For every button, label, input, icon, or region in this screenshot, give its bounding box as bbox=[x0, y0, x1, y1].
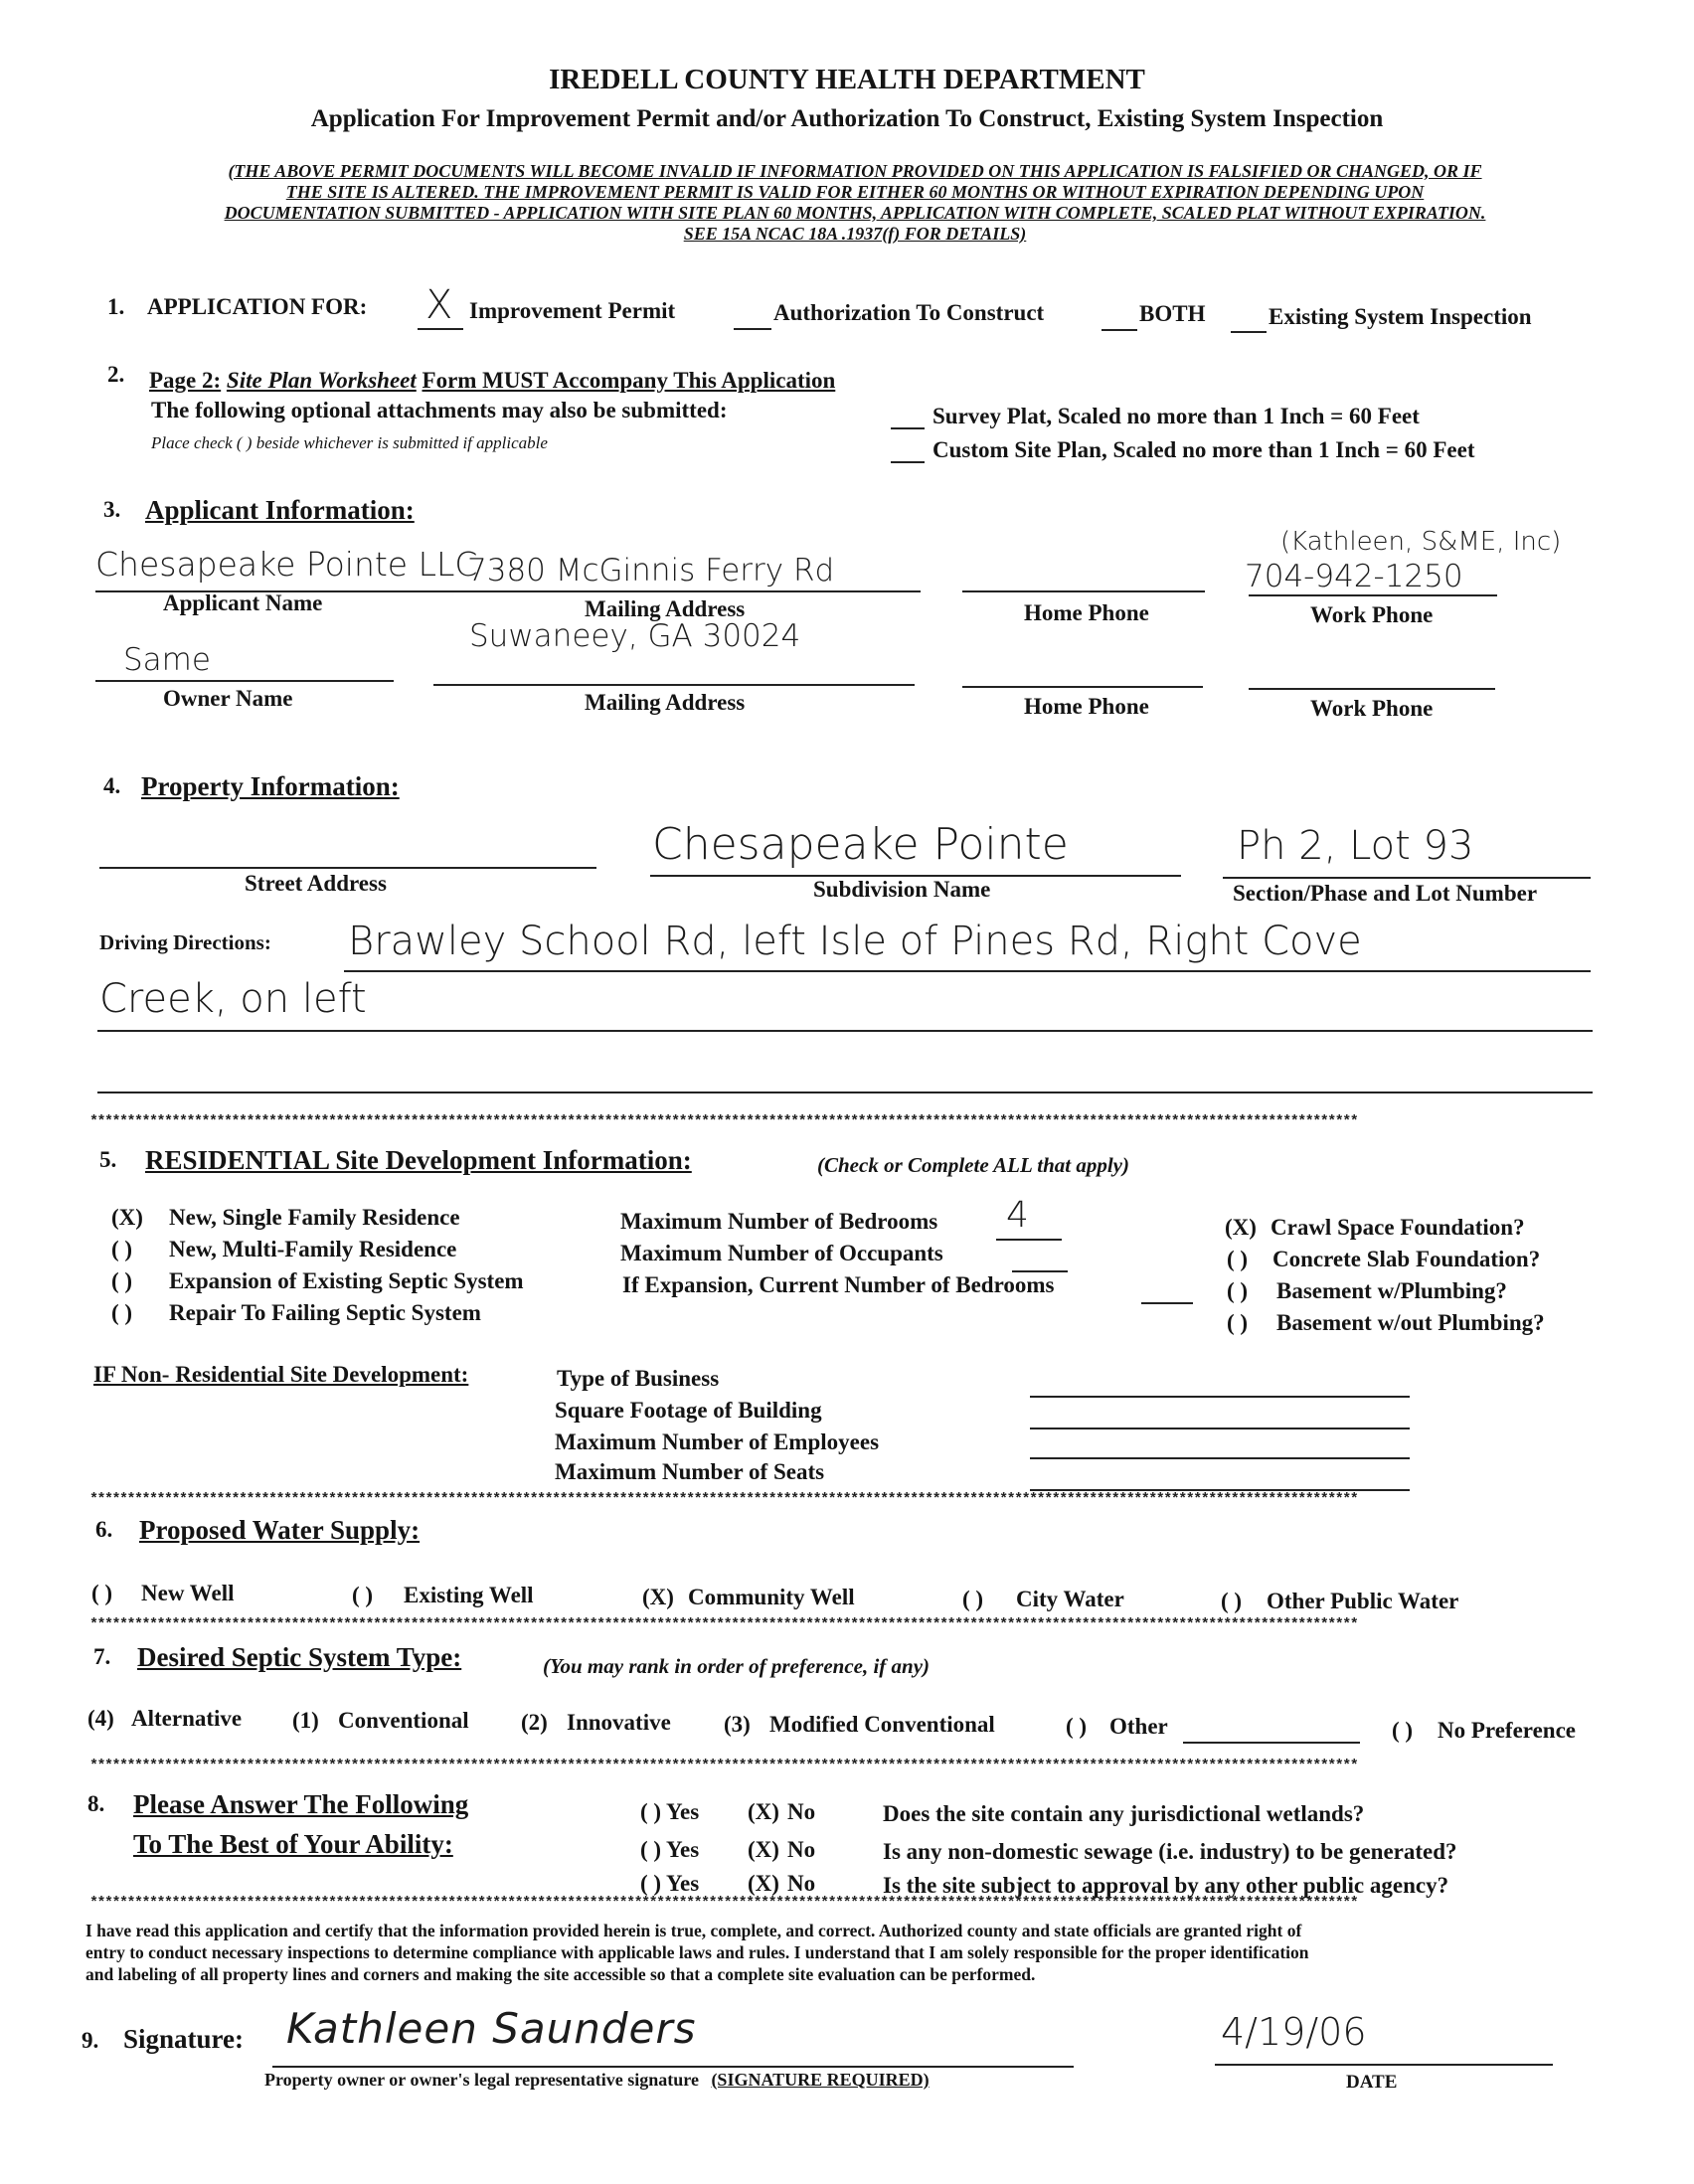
type-of-business-line bbox=[1030, 1396, 1410, 1398]
work-phone-line-2 bbox=[1249, 688, 1495, 690]
crawl-space-label: Crawl Space Foundation? bbox=[1270, 1215, 1525, 1240]
page-2-label: Page 2: bbox=[149, 368, 222, 393]
septic-type-note: (You may rank in order of preference, if any) bbox=[543, 1654, 931, 1678]
q2-no-label: No bbox=[787, 1837, 816, 1862]
no-preference-check[interactable]: ( ) bbox=[1392, 1718, 1414, 1743]
owner-name-value[interactable]: Same bbox=[123, 642, 211, 678]
survey-plat-blank bbox=[891, 427, 925, 429]
square-footage-line bbox=[1030, 1428, 1410, 1429]
water-supply-heading: Proposed Water Supply: bbox=[139, 1515, 421, 1545]
other-public-water-label: Other Public Water bbox=[1267, 1589, 1459, 1613]
lot-number-label: Section/Phase and Lot Number bbox=[1233, 881, 1538, 906]
applicant-info-heading: Applicant Information: bbox=[145, 495, 415, 525]
owner-name-line bbox=[95, 680, 394, 682]
lot-number-value[interactable]: Ph 2, Lot 93 bbox=[1237, 823, 1474, 869]
validity-notice-4: SEE 15A NCAC 18A .1937(f) FOR DETAILS) bbox=[683, 224, 1027, 244]
section-9-number: 9. bbox=[82, 2028, 99, 2053]
city-water-check[interactable]: ( ) bbox=[962, 1587, 984, 1611]
current-bedrooms-label: If Expansion, Current Number of Bedrooms bbox=[622, 1272, 1055, 1297]
date-line bbox=[1215, 2064, 1553, 2066]
question-agency: Is the site subject to approval by any other public agency? bbox=[883, 1873, 1449, 1898]
separator-1: ************************************************************************************************************************************************************************** bbox=[89, 1113, 1358, 1130]
directions-line-3 bbox=[97, 1092, 1593, 1093]
other-type-label: Other bbox=[1109, 1714, 1168, 1739]
conventional-rank[interactable]: (1) bbox=[292, 1708, 319, 1733]
must-accompany-label: Form MUST Accompany This Application bbox=[422, 368, 836, 393]
modified-conventional-label: Modified Conventional bbox=[769, 1712, 995, 1737]
home-phone-line-2 bbox=[962, 686, 1203, 688]
section-7-number: 7. bbox=[93, 1644, 111, 1669]
expansion-check[interactable]: ( ) bbox=[111, 1268, 133, 1293]
mailing-address-value-2[interactable]: Suwaneey, GA 30024 bbox=[469, 618, 801, 654]
q2-no-check[interactable]: (X) bbox=[748, 1837, 779, 1862]
residential-heading: RESIDENTIAL Site Development Information: bbox=[145, 1145, 692, 1175]
repair-label: Repair To Failing Septic System bbox=[169, 1300, 481, 1325]
both-blank bbox=[1101, 329, 1137, 331]
owner-work-phone-label: Work Phone bbox=[1310, 696, 1434, 721]
directions-line-2 bbox=[97, 1030, 1593, 1032]
owner-mailing-address-label: Mailing Address bbox=[585, 690, 746, 715]
home-phone-line-1 bbox=[962, 590, 1205, 592]
city-water-label: City Water bbox=[1016, 1587, 1124, 1611]
home-phone-label: Home Phone bbox=[1024, 600, 1149, 625]
type-of-business-label: Type of Business bbox=[557, 1366, 720, 1391]
date-label: DATE bbox=[1346, 2072, 1398, 2093]
new-well-check[interactable]: ( ) bbox=[91, 1581, 113, 1605]
place-check-text: Place check ( ) beside whichever is submitted if applicable bbox=[151, 433, 548, 452]
max-occupants-label: Maximum Number of Occupants bbox=[620, 1241, 943, 1265]
certification-line-3: and labeling of all property lines and corners and making the site accessible so that a complete site evaluation can be performed. bbox=[85, 1964, 1036, 1984]
q3-yes[interactable]: ( ) Yes bbox=[640, 1871, 700, 1896]
max-bedrooms-value[interactable]: 4 bbox=[1006, 1195, 1029, 1236]
signature-required-note: (SIGNATURE REQUIRED) bbox=[711, 2070, 930, 2090]
work-phone-note[interactable]: (Kathleen, S&ME, Inc) bbox=[1280, 527, 1562, 557]
multi-family-check[interactable]: ( ) bbox=[111, 1237, 133, 1261]
crawl-space-check[interactable]: (X) bbox=[1225, 1215, 1257, 1240]
signature-caption bbox=[264, 2070, 930, 2091]
work-phone-line-1 bbox=[1249, 594, 1497, 596]
other-type-check[interactable]: ( ) bbox=[1066, 1714, 1088, 1739]
existing-well-label: Existing Well bbox=[404, 1583, 534, 1607]
single-family-check[interactable]: (X) bbox=[111, 1205, 143, 1230]
multi-family-label: New, Multi-Family Residence bbox=[169, 1237, 457, 1261]
basement-no-plumbing-check[interactable]: ( ) bbox=[1227, 1310, 1249, 1335]
current-bedrooms-line bbox=[1141, 1302, 1193, 1304]
option-improvement-permit: Improvement Permit bbox=[469, 298, 676, 323]
option-authorization: Authorization To Construct bbox=[773, 300, 1045, 325]
validity-notice-2: THE SITE IS ALTERED. THE IMPROVEMENT PERMIT IS VALID FOR EITHER 60 MONTHS OR WITHOUT EXPIRATION DEPENDING UPON bbox=[285, 182, 1425, 202]
owner-mailing-line bbox=[433, 684, 915, 686]
site-plan-worksheet-label: Site Plan Worksheet bbox=[226, 368, 417, 393]
question-sewage: Is any non-domestic sewage (i.e. industry) to be generated? bbox=[883, 1839, 1457, 1864]
q1-no-label: No bbox=[787, 1799, 816, 1824]
section-4-number: 4. bbox=[103, 773, 121, 798]
q1-no-check[interactable]: (X) bbox=[748, 1799, 779, 1824]
innovative-rank[interactable]: (2) bbox=[521, 1710, 548, 1735]
subdivision-label: Subdivision Name bbox=[813, 877, 991, 902]
question-wetlands: Does the site contain any jurisdictional wetlands? bbox=[883, 1801, 1365, 1826]
owner-name-label: Owner Name bbox=[163, 686, 293, 711]
single-family-label: New, Single Family Residence bbox=[169, 1205, 460, 1230]
q1-yes[interactable]: ( ) Yes bbox=[640, 1799, 700, 1824]
improvement-permit-check[interactable]: X bbox=[425, 282, 453, 328]
max-seats-label: Maximum Number of Seats bbox=[555, 1459, 825, 1484]
subdivision-value[interactable]: Chesapeake Pointe bbox=[652, 819, 1069, 870]
driving-directions-value-2[interactable]: Creek, on left bbox=[99, 976, 367, 1022]
other-type-line bbox=[1183, 1742, 1360, 1744]
septic-type-heading: Desired Septic System Type: bbox=[137, 1642, 462, 1672]
department-title: IREDELL COUNTY HEALTH DEPARTMENT bbox=[549, 64, 1145, 95]
basement-plumbing-label: Basement w/Plumbing? bbox=[1276, 1278, 1507, 1303]
mailing-address-value-1[interactable]: 7380 McGinnis Ferry Rd bbox=[467, 553, 835, 588]
modified-conventional-rank[interactable]: (3) bbox=[724, 1712, 751, 1737]
section-8-number: 8. bbox=[87, 1791, 105, 1816]
applicant-name-label: Applicant Name bbox=[163, 590, 323, 615]
signature-line bbox=[272, 2066, 1074, 2068]
max-bedrooms-label: Maximum Number of Bedrooms bbox=[620, 1209, 938, 1234]
directions-line-1 bbox=[344, 970, 1591, 972]
q3-no-label: No bbox=[787, 1871, 816, 1896]
signature-label: Signature: bbox=[123, 2024, 245, 2054]
separator-2: ************************************************************************************************************************************************************************** bbox=[89, 1491, 1358, 1508]
option-both: BOTH bbox=[1139, 301, 1206, 326]
max-employees-label: Maximum Number of Employees bbox=[555, 1429, 880, 1454]
community-well-check[interactable]: (X) bbox=[642, 1585, 674, 1609]
separator-5: ************************************************************************************************************************************************************************** bbox=[89, 1895, 1358, 1912]
authorization-blank bbox=[734, 328, 771, 330]
separator-3: ************************************************************************************************************************************************************************** bbox=[89, 1616, 1358, 1633]
mailing-address-label: Mailing Address bbox=[585, 596, 746, 621]
q2-yes[interactable]: ( ) Yes bbox=[640, 1837, 700, 1862]
improvement-permit-blank bbox=[418, 328, 463, 330]
new-well-label: New Well bbox=[141, 1581, 235, 1605]
optional-attachments-text: The following optional attachments may also be submitted: bbox=[151, 398, 728, 422]
section-1-number: 1. bbox=[107, 294, 125, 319]
driving-directions-value-1[interactable]: Brawley School Rd, left Isle of Pines Rd, Right Cove bbox=[348, 919, 1362, 964]
work-phone-value[interactable]: 704-942-1250 bbox=[1245, 559, 1463, 594]
other-public-water-check[interactable]: ( ) bbox=[1221, 1589, 1243, 1613]
existing-inspection-blank bbox=[1231, 331, 1267, 333]
questions-heading-2: To The Best of Your Ability: bbox=[133, 1829, 453, 1859]
applicant-name-value[interactable]: Chesapeake Pointe LLC bbox=[95, 545, 478, 584]
property-info-heading: Property Information: bbox=[141, 771, 400, 801]
work-phone-label: Work Phone bbox=[1310, 602, 1434, 627]
survey-plat-option: Survey Plat, Scaled no more than 1 Inch = 60 Feet bbox=[932, 404, 1420, 428]
section-6-number: 6. bbox=[95, 1517, 113, 1542]
owner-home-phone-label: Home Phone bbox=[1024, 694, 1149, 719]
application-for-label: APPLICATION FOR: bbox=[147, 294, 368, 319]
max-bedrooms-line bbox=[996, 1239, 1062, 1241]
repair-check[interactable]: ( ) bbox=[111, 1300, 133, 1325]
conventional-label: Conventional bbox=[338, 1708, 469, 1733]
concrete-slab-label: Concrete Slab Foundation? bbox=[1272, 1247, 1541, 1271]
separator-4: ************************************************************************************************************************************************************************** bbox=[89, 1758, 1358, 1774]
signature-value[interactable]: Kathleen Saunders bbox=[286, 2004, 697, 2053]
site-plan-requirement bbox=[149, 368, 835, 394]
alternative-label: Alternative bbox=[131, 1706, 243, 1731]
questions-heading-1: Please Answer The Following bbox=[133, 1789, 469, 1819]
option-existing-inspection: Existing System Inspection bbox=[1269, 304, 1532, 329]
existing-well-check[interactable]: ( ) bbox=[352, 1583, 374, 1607]
innovative-label: Innovative bbox=[567, 1710, 671, 1735]
signature-caption-main: Property owner or owner's legal representative signature bbox=[264, 2070, 699, 2090]
custom-site-plan-option: Custom Site Plan, Scaled no more than 1 Inch = 60 Feet bbox=[932, 437, 1475, 462]
validity-notice-1: (THE ABOVE PERMIT DOCUMENTS WILL BECOME INVALID IF INFORMATION PROVIDED ON THIS APPLICATION IS FALSIFIED OR CHANGED, OR IF bbox=[228, 161, 1482, 181]
square-footage-label: Square Footage of Building bbox=[555, 1398, 822, 1423]
expansion-label: Expansion of Existing Septic System bbox=[169, 1268, 524, 1293]
no-preference-label: No Preference bbox=[1438, 1718, 1576, 1743]
validity-notice-3: DOCUMENTATION SUBMITTED - APPLICATION WITH SITE PLAN 60 MONTHS, APPLICATION WITH COMPLETE, SCALED PLAT WITHOUT EXPIRATION. bbox=[224, 203, 1486, 223]
residential-note: (Check or Complete ALL that apply) bbox=[817, 1153, 1129, 1177]
custom-site-plan-blank bbox=[891, 461, 925, 463]
non-residential-label: IF Non- Residential Site Development: bbox=[93, 1362, 469, 1387]
driving-directions-label: Driving Directions: bbox=[99, 930, 271, 954]
community-well-label: Community Well bbox=[688, 1585, 855, 1609]
section-3-number: 3. bbox=[103, 497, 121, 522]
alternative-rank[interactable]: (4) bbox=[87, 1706, 114, 1731]
certification-line-1: I have read this application and certify that the information provided herein is true, complete, and correct. Authorized county and state officials are granted right of bbox=[85, 1921, 1302, 1940]
form-subtitle: Application For Improvement Permit and/or Authorization To Construct, Existing System Inspection bbox=[310, 105, 1384, 132]
lot-number-line bbox=[1223, 877, 1591, 879]
basement-no-plumbing-label: Basement w/out Plumbing? bbox=[1276, 1310, 1545, 1335]
concrete-slab-check[interactable]: ( ) bbox=[1227, 1247, 1249, 1271]
date-value[interactable]: 4/19/06 bbox=[1221, 2010, 1367, 2054]
certification-line-2: entry to conduct necessary inspections to determine compliance with applicable laws and rules. I understand that I am solely responsible for the proper identification bbox=[85, 1942, 1309, 1962]
street-address-line bbox=[99, 867, 596, 869]
section-5-number: 5. bbox=[99, 1147, 117, 1172]
basement-plumbing-check[interactable]: ( ) bbox=[1227, 1278, 1249, 1303]
max-employees-line bbox=[1030, 1457, 1410, 1459]
street-address-label: Street Address bbox=[245, 871, 387, 896]
section-2-number: 2. bbox=[107, 362, 125, 387]
q3-no-check[interactable]: (X) bbox=[748, 1871, 779, 1896]
